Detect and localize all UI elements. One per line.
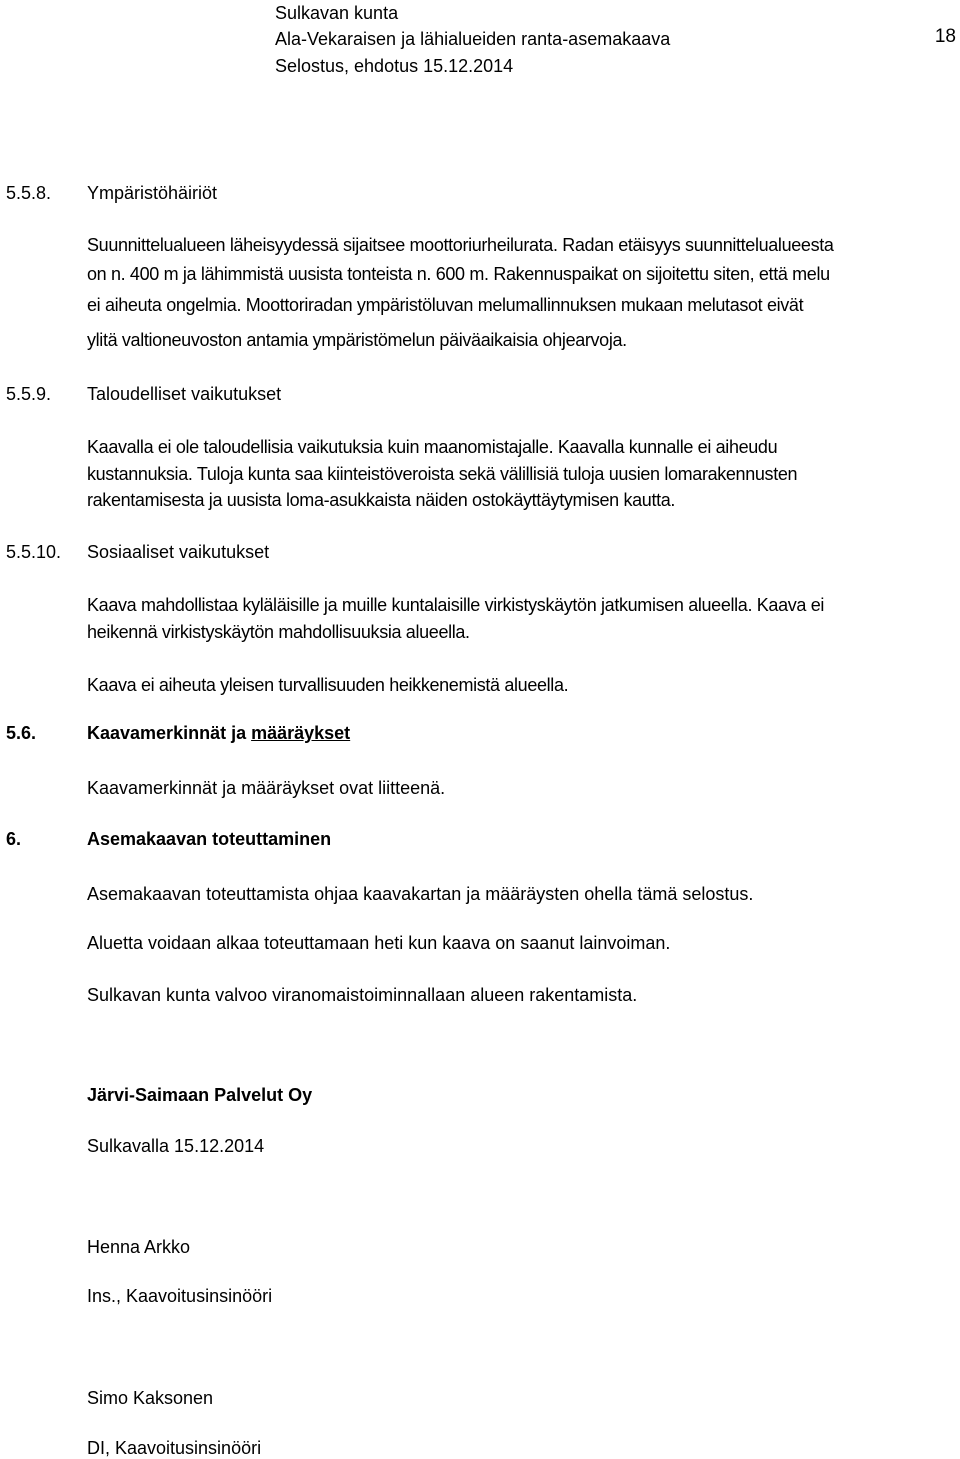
signatory-title: DI, Kaavoitusinsinööri <box>87 1438 262 1458</box>
paragraph-line: heikennä virkistyskäytön mahdollisuuksia alueella. <box>87 622 470 642</box>
signatory-name: Henna Arkko <box>87 1237 191 1257</box>
header-document-status: Selostus, ehdotus 15.12.2014 <box>275 56 514 76</box>
paragraph-line: Aluetta voidaan alkaa toteuttamaan heti kun kaava on saanut lainvoiman. <box>87 933 671 953</box>
section-title-56: Kaavamerkinnät ja määräykset <box>87 723 351 743</box>
signatory-name: Simo Kaksonen <box>87 1388 214 1408</box>
signatory-title: Ins., Kaavoitusinsinööri <box>87 1286 273 1306</box>
paragraph-line: Kaava ei aiheuta yleisen turvallisuuden heikkenemistä alueella. <box>87 675 569 695</box>
section-title-558: Ympäristöhäiriöt <box>87 183 218 203</box>
section-number-5510: 5.5.10. <box>6 542 62 562</box>
paragraph-line: ei aiheuta ongelmia. Moottoriradan ympäristöluvan melumallinnuksen mukaan melutasot eivät <box>87 295 804 315</box>
paragraph-line: Kaavalla ei ole taloudellisia vaikutuksia kuin maanomistajalle. Kaavalla kunnalle ei aiheudu <box>87 437 778 457</box>
section-number-558: 5.5.8. <box>6 183 52 203</box>
section-title-6: Asemakaavan toteuttaminen <box>87 829 332 849</box>
page-number: 18 <box>934 26 956 47</box>
section-title-559: Taloudelliset vaikutukset <box>87 384 282 404</box>
paragraph-line: on n. 400 m ja lähimmistä uusista tonteista n. 600 m. Rakennuspaikat on sijoitettu siten, että melu <box>87 264 830 284</box>
paragraph-line: ylitä valtioneuvoston antamia ympäristömelun päiväaikaisia ohjearvoja. <box>87 330 627 350</box>
paragraph-line: rakentamisesta ja uusista loma-asukkaista näiden ostokäyttäytymisen kautta. <box>87 490 676 510</box>
paragraph-line: Asemakaavan toteuttamista ohjaa kaavakartan ja määräysten ohella tämä selostus. <box>87 884 754 904</box>
section-number-559: 5.5.9. <box>6 384 52 404</box>
signature-company: Järvi-Saimaan Palvelut Oy <box>87 1085 313 1105</box>
section-number-56: 5.6. <box>6 723 37 743</box>
paragraph-line: Kaava mahdollistaa kyläläisille ja muille kuntalaisille virkistyskäytön jatkumisen alueella. Kaava ei <box>87 595 825 615</box>
signature-place-date: Sulkavalla 15.12.2014 <box>87 1136 265 1156</box>
header-plan-name: Ala-Vekaraisen ja lähialueiden ranta-asemakaava <box>275 29 671 49</box>
section-number-6: 6. <box>6 829 22 849</box>
section-title-5510: Sosiaaliset vaikutukset <box>87 542 270 562</box>
paragraph-line: Sulkavan kunta valvoo viranomaistoiminnallaan alueen rakentamista. <box>87 985 638 1005</box>
paragraph-line: Kaavamerkinnät ja määräykset ovat liitteenä. <box>87 778 446 798</box>
paragraph-line: kustannuksia. Tuloja kunta saa kiinteistöveroista sekä välillisiä tuloja uusien lomarakennusten <box>87 464 798 484</box>
paragraph-line: Suunnittelualueen läheisyydessä sijaitsee moottoriurheilurata. Radan etäisyys suunnittelualueesta <box>87 235 834 255</box>
header-municipality: Sulkavan kunta <box>275 3 399 23</box>
